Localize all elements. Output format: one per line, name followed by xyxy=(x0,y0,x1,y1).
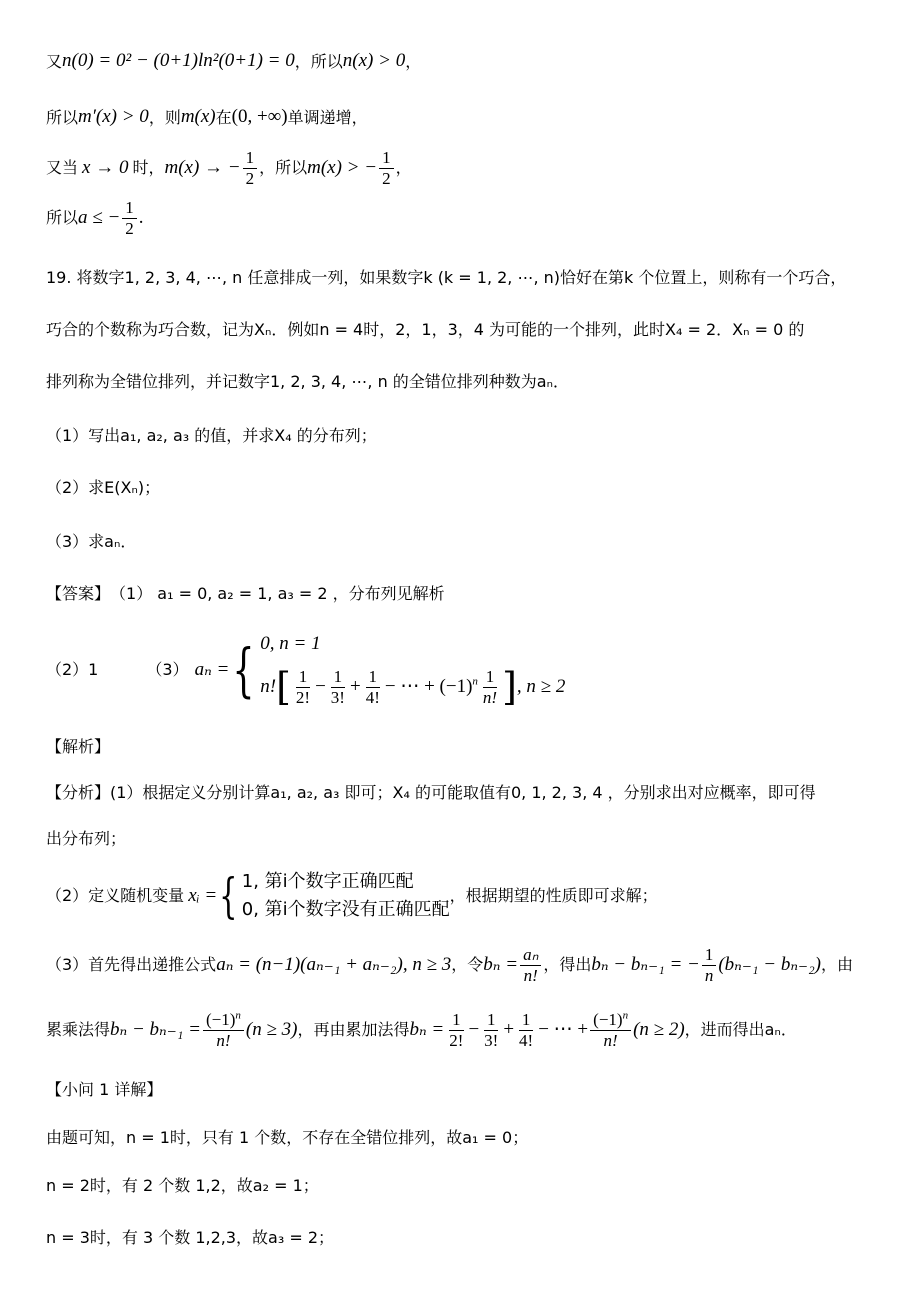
text: ，得出 xyxy=(543,955,592,975)
text: （1） a₁ = 0, a₂ = 1, a₃ = 2 ，分布列见解析 xyxy=(110,584,445,603)
formula: bₙ − bₙ₋₁ = − xyxy=(591,953,700,975)
question-19-line-2: 巧合的个数称为巧合数，记为Xₙ．例如n = 4时，2，1，3，4 为可能的一个排列，此时X₄ = 2．Xₙ = 0 的 xyxy=(46,320,805,339)
formula: aₙ = (n−1)(aₙ₋₁ + aₙ₋₂), n ≥ 3 xyxy=(216,953,452,975)
analysis-line-2: 出分布列； xyxy=(46,829,127,848)
detail-line-3: n = 3时，有 3 个数 1,2,3，故a₃ = 2； xyxy=(46,1228,335,1247)
left-brace-icon: { xyxy=(219,868,238,924)
text: 累乘法得 xyxy=(46,1020,111,1040)
question-19-line-3: 排列称为全错位排列，并记数字1, 2, 3, 4, ⋯, n 的全错位排列种数为aₙ． xyxy=(46,372,569,391)
formula: xᵢ = xyxy=(188,884,218,906)
analysis-line-3 xyxy=(46,866,658,926)
text: ，根据期望的性质即可求解； xyxy=(449,886,658,906)
text: ，令 xyxy=(451,955,484,975)
analysis-line-1: 【分析】(1）根据定义分别计算a₁, a₂, a₃ 即可；X₄ 的可能取值有0, 1, 2, 3, 4 ，分别求出对应概率，即可得 xyxy=(46,783,816,802)
formula: n(0) = 0² − (0+1)ln²(0+1) = 0 xyxy=(62,50,295,71)
text: 所以 xyxy=(46,107,79,127)
fraction: $\frac{1}{2}$ xyxy=(379,148,394,188)
subquestion-1: （1）写出a₁, a₂, a₃ 的值，并求X₄ 的分布列； xyxy=(46,426,377,445)
text: 所以 xyxy=(46,208,79,228)
answer-line-2 xyxy=(46,625,565,715)
formula: m(x) > − xyxy=(307,156,378,178)
formula: (0, +∞) xyxy=(231,106,288,127)
formula: x → 0 xyxy=(82,156,129,178)
left-brace-icon: { xyxy=(232,636,255,704)
text: . xyxy=(138,206,144,228)
text: （2）1 xyxy=(46,660,99,680)
proof-line-2 xyxy=(46,106,368,129)
text: 又当 xyxy=(46,158,79,178)
answer-label: 【答案】 xyxy=(46,584,111,603)
cases xyxy=(242,868,450,924)
text: ，由 xyxy=(821,955,854,975)
formula: (n ≥ 2) xyxy=(633,1018,685,1040)
proof-line-4 xyxy=(46,198,144,238)
formula: n(x) > 0 xyxy=(342,50,406,71)
detail-line-2: n = 2时，有 2 个数 1,2，故a₂ = 1； xyxy=(46,1176,319,1195)
fraction: $\frac{1}{2}$ xyxy=(243,148,258,188)
text: ， xyxy=(395,158,412,178)
text: ，所以 xyxy=(259,158,308,178)
formula: m′(x) > 0 xyxy=(78,106,149,127)
analysis-line-4: （3）首先得出递推公式 aₙ = (n−1)(aₙ₋₁ + aₙ₋₂), n ≥ 3 ，令 bₙ = $\frac{\text{aₙ}}{n!}$ ，得出 bₙ − bₙ₋₁ = − $\frac{1}{n}$ (bₙ₋₁ − bₙ₋₂) ，由 xyxy=(46,945,854,985)
subquestion-3: （3）求aₙ． xyxy=(46,532,137,551)
case-2: 0, 第i个数字没有正确匹配 xyxy=(241,899,450,921)
proof-line-3 xyxy=(46,148,412,188)
analysis-label: 【解析】 xyxy=(46,737,111,756)
text: ，进而得出aₙ． xyxy=(684,1020,797,1040)
text: 在 xyxy=(215,107,232,127)
text: （2）定义随机变量 xyxy=(46,886,185,906)
proof-line-1 xyxy=(46,50,421,73)
text: ，则 xyxy=(148,107,181,127)
formula: bₙ − bₙ₋₁ = xyxy=(110,1018,201,1040)
text: ，所以 xyxy=(294,51,343,71)
subquestion-2: （2）求E(Xₙ)； xyxy=(46,478,161,497)
answer-line-1 xyxy=(46,584,445,603)
text: （3）首先得出递推公式 xyxy=(46,955,217,975)
bracket-close-icon: ] xyxy=(502,665,517,710)
formula: (n ≥ 3) xyxy=(245,1018,298,1040)
text: 时， xyxy=(132,158,165,178)
formula: m(x) xyxy=(180,106,216,127)
text: ，再由累加法得 xyxy=(297,1020,410,1040)
text: （3） xyxy=(146,660,189,680)
case-1: 1, 第i个数字正确匹配 xyxy=(241,871,414,893)
detail-line-1: 由题可知，n = 1时，只有 1 个数，不存在全错位排列，故a₁ = 0； xyxy=(46,1128,529,1147)
formula: a ≤ − xyxy=(78,206,121,228)
text: 又 xyxy=(46,51,63,71)
formula: (bₙ₋₁ − bₙ₋₂) xyxy=(718,953,822,975)
text: ， xyxy=(405,51,422,71)
formula: m(x) → − xyxy=(164,156,241,178)
formula: bₙ = xyxy=(483,953,519,975)
detail-label: 【小问 1 详解】 xyxy=(46,1080,163,1099)
formula: bₙ = xyxy=(409,1018,445,1040)
cases xyxy=(260,627,565,713)
bracket-open-icon: [ xyxy=(276,665,291,710)
formula: aₙ = xyxy=(194,658,230,680)
text: 单调递增， xyxy=(287,107,368,127)
fraction: $\frac{1}{2}$ xyxy=(122,198,137,238)
analysis-line-5: 累乘法得 bₙ − bₙ₋₁ = $\frac{(-1)^n}{n!}$ (n ≥ 3) ，再由累加法得 bₙ = $\frac{1}{2!}$ − $\frac{1}{3!}$ + $\frac{1}{4!}$ − ⋯ + $\frac{(-1)^n}{n!}$ (n ≥ 2) ，进而得出aₙ． xyxy=(46,1009,797,1050)
case-1: 0, n = 1 xyxy=(260,632,321,654)
case-2: n! [ $\frac{1}{2!}$ − $\frac{1}{3!}$ + $\frac{1}{4!}$ − ⋯ + $(-1)^n$ $\frac{1}{n!}$ ] , n ≥ 2 xyxy=(260,665,566,710)
question-19-line-1: 19. 将数字1, 2, 3, 4, ⋯, n 任意排成一列，如果数字k (k = 1, 2, ⋯, n)恰好在第k 个位置上，则称有一个巧合， xyxy=(46,268,847,287)
